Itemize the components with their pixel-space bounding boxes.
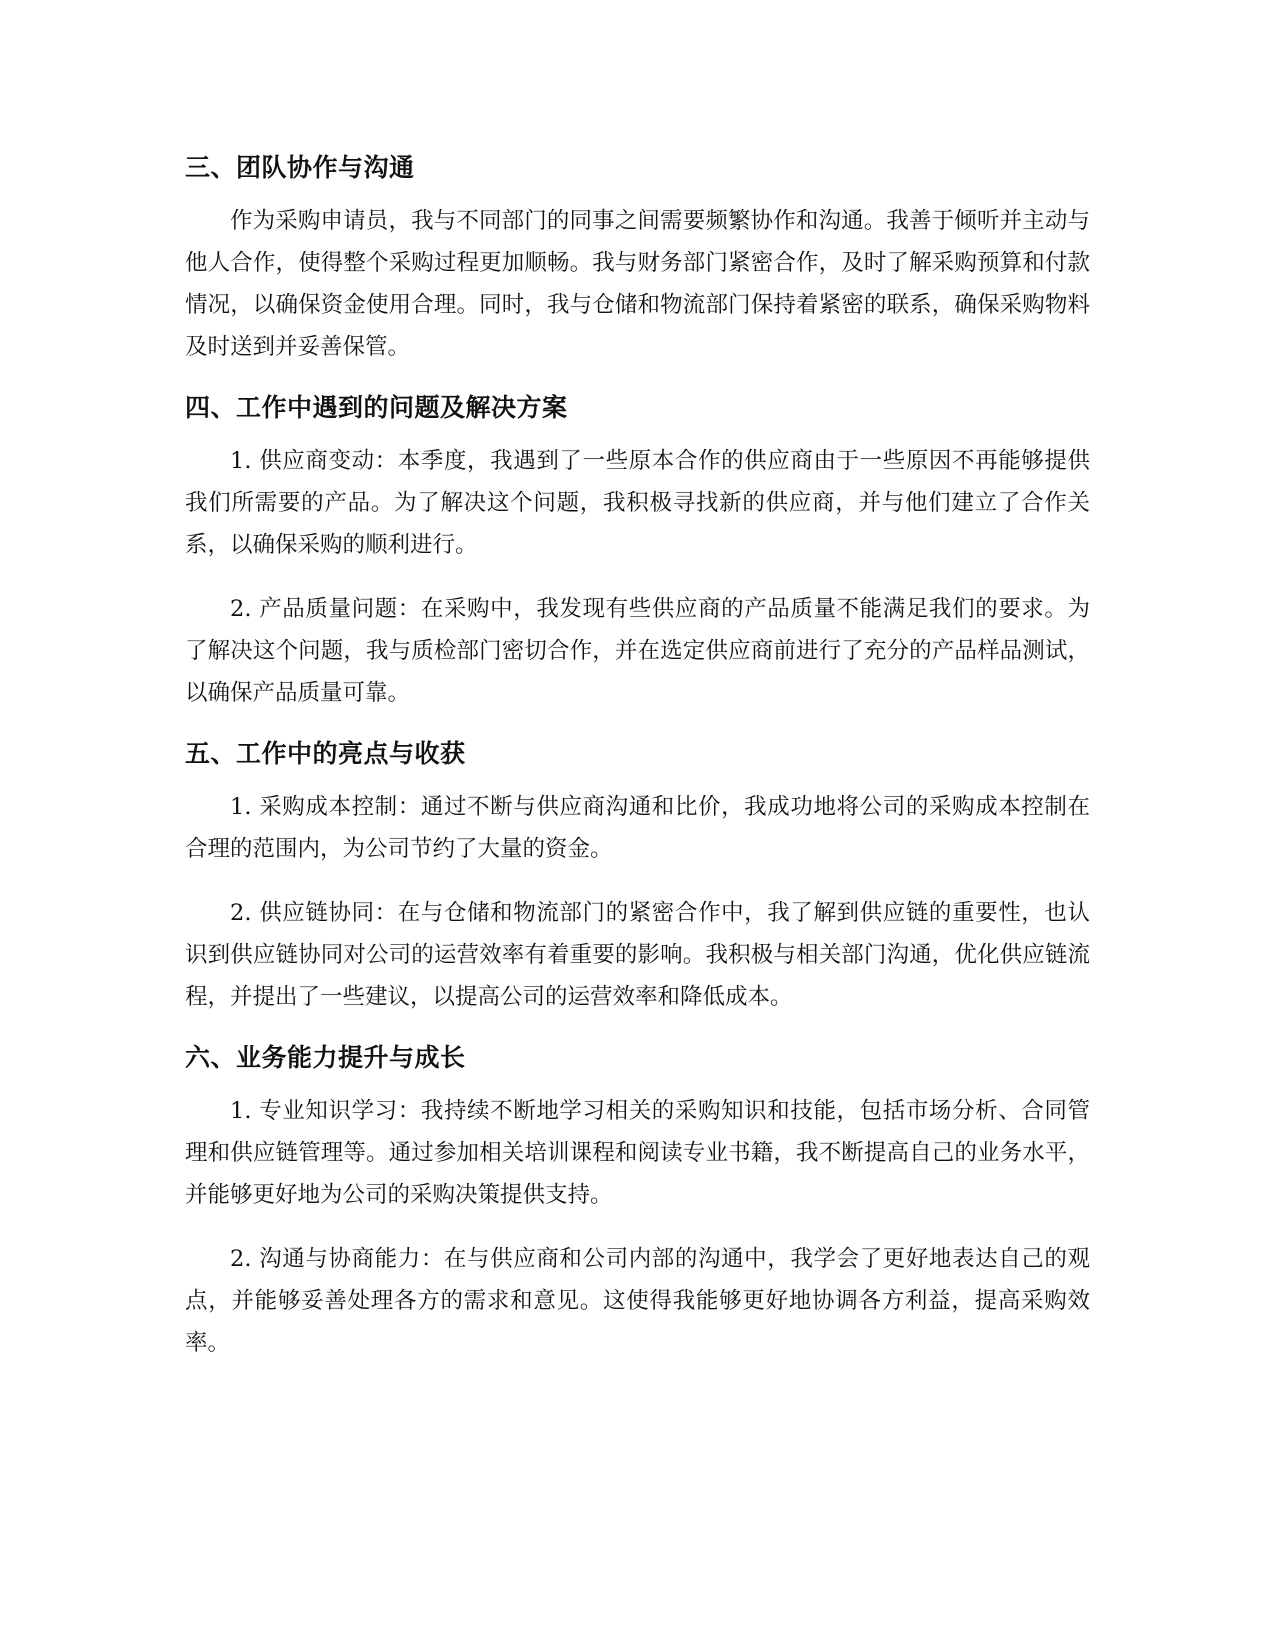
paragraph: 1. 采购成本控制：通过不断与供应商沟通和比价，我成功地将公司的采购成本控制在合理的范围内，为公司节约了大量的资金。 bbox=[185, 794, 1090, 862]
paragraph: 1. 供应商变动：本季度，我遇到了一些原本合作的供应商由于一些原因不再能够提供我们所需要的产品。为了解决这个问题，我积极寻找新的供应商，并与他们建立了合作关系，以确保采购的顺利进行。 bbox=[185, 448, 1090, 558]
section-growth bbox=[185, 1040, 1090, 1364]
section-heading: 五、工作中的亮点与收获 bbox=[185, 739, 466, 768]
paragraph: 2. 供应链协同：在与仓储和物流部门的紧密合作中，我了解到供应链的重要性，也认识到供应链协同对公司的运营效率有着重要的影响。我积极与相关部门沟通，优化供应链流程，并提出了一些建议，以提高公司的运营效率和降低成本。 bbox=[185, 900, 1090, 1010]
paragraph: 作为采购申请员，我与不同部门的同事之间需要频繁协作和沟通。我善于倾听并主动与他人合作，使得整个采购过程更加顺畅。我与财务部门紧密合作，及时了解采购预算和付款情况，以确保资金使用合理。同时，我与仓储和物流部门保持着紧密的联系，确保采购物料及时送到并妥善保管。 bbox=[185, 208, 1090, 360]
section-problems-solutions bbox=[185, 390, 1090, 714]
section-teamwork bbox=[185, 150, 1090, 368]
paragraph: 2. 产品质量问题：在采购中，我发现有些供应商的产品质量不能满足我们的要求。为了解决这个问题，我与质检部门密切合作，并在选定供应商前进行了充分的产品样品测试，以确保产品质量可靠。 bbox=[185, 596, 1090, 706]
paragraph: 2. 沟通与协商能力：在与供应商和公司内部的沟通中，我学会了更好地表达自己的观点，并能够妥善处理各方的需求和意见。这使得我能够更好地协调各方利益，提高采购效率。 bbox=[185, 1246, 1090, 1356]
document-page bbox=[185, 140, 1090, 1386]
section-heading: 三、团队协作与沟通 bbox=[185, 153, 415, 182]
paragraph: 1. 专业知识学习：我持续不断地学习相关的采购知识和技能，包括市场分析、合同管理和供应链管理等。通过参加相关培训课程和阅读专业书籍，我不断提高自己的业务水平，并能够更好地为公司的采购决策提供支持。 bbox=[185, 1098, 1090, 1208]
section-heading: 六、业务能力提升与成长 bbox=[185, 1043, 466, 1072]
section-heading: 四、工作中遇到的问题及解决方案 bbox=[185, 393, 568, 422]
section-highlights bbox=[185, 736, 1090, 1018]
